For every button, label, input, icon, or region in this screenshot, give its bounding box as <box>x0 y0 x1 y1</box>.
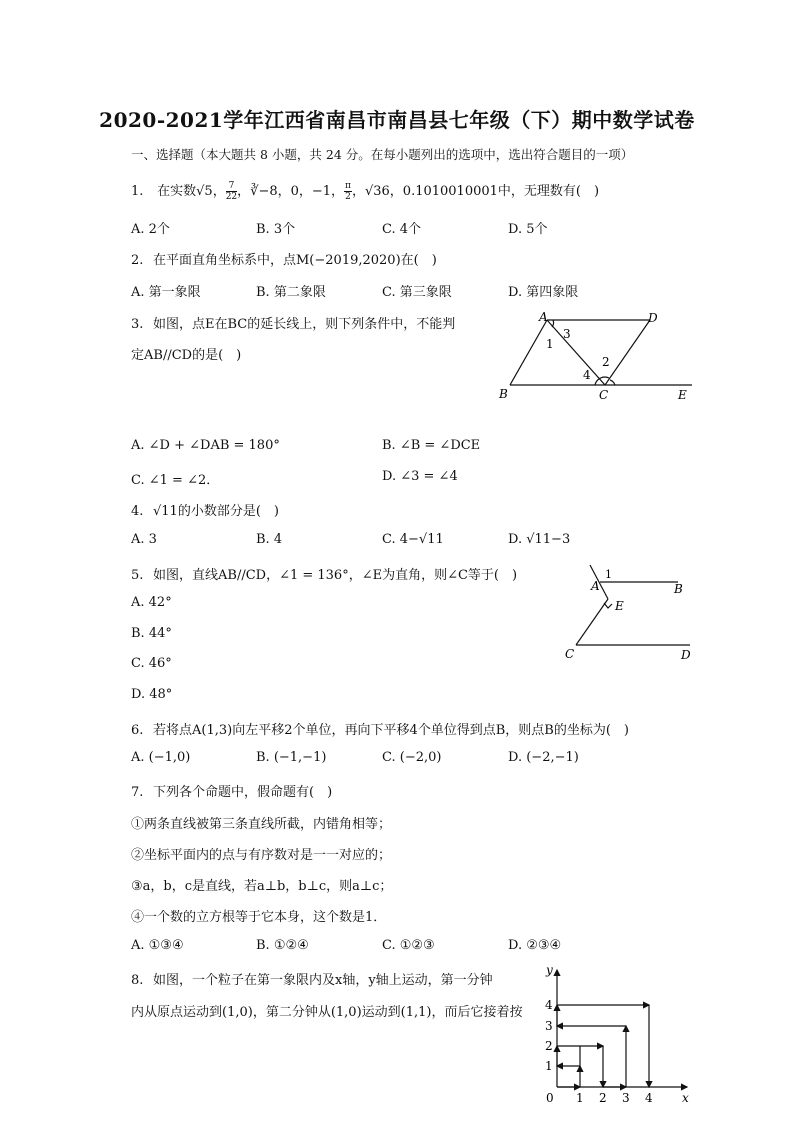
question-8-line1: 8. 如图，一个粒子在第一象限内及x轴，y轴上运动，第一分钟 <box>131 973 493 988</box>
label-D: D <box>681 648 691 662</box>
q1-option-c[interactable]: C. 4个 <box>382 222 422 237</box>
fraction-pi-2: $\frac{\pi}{2}$ <box>345 181 351 202</box>
q5-parallel-lines-figure <box>560 560 700 665</box>
q7-option-c[interactable]: C. ①②③ <box>382 938 435 953</box>
q7-statement-1: ①两条直线被第三条直线所截，内错角相等； <box>131 817 392 832</box>
q2-option-b[interactable]: B. 第二象限 <box>256 285 326 300</box>
q3-option-c[interactable]: C. ∠1 = ∠2． <box>131 473 220 488</box>
q5-option-c[interactable]: C. 46° <box>131 656 172 671</box>
q1-option-a[interactable]: A. 2个 <box>131 222 170 237</box>
question-4: 4. √11的小数部分是( ) <box>131 504 279 519</box>
y-tick-3: 3 <box>545 1019 553 1033</box>
q1-option-b[interactable]: B. 3个 <box>256 222 296 237</box>
q4-option-c[interactable]: C. 4−√11 <box>382 532 444 547</box>
question-8-line2: 内从原点运动到(1,0)，第二分钟从(1,0)运动到(1,1)，而后它接着按 <box>131 1005 523 1020</box>
q6-option-c[interactable]: C. (−2,0) <box>382 750 442 765</box>
x-tick-2: 2 <box>599 1091 607 1105</box>
label-D: D <box>648 311 658 325</box>
angle-3-label: 3 <box>563 327 571 341</box>
q7-option-d[interactable]: D. ②③④ <box>508 938 562 953</box>
q1-option-d[interactable]: D. 5个 <box>508 222 548 237</box>
fraction-7-22: $\frac{7}{22}$ <box>225 181 238 202</box>
question-6: 6. 若将点A(1,3)向左平移2个单位，再向下平移4个单位得到点B，则点B的坐标为( ) <box>131 723 629 738</box>
q8-particle-path-figure <box>535 962 695 1107</box>
origin-label: 0 <box>546 1091 554 1105</box>
x-axis-label: x <box>682 1091 689 1105</box>
q2-option-a[interactable]: A. 第一象限 <box>131 285 201 300</box>
q6-option-d[interactable]: D. (−2,−1) <box>508 750 579 765</box>
section-heading: 一、选择题（本大题共 8 小题，共 24 分。在每小题列出的选项中，选出符合题目的一项） <box>131 147 634 162</box>
q3-option-b[interactable]: B. ∠B = ∠DCE <box>382 438 481 453</box>
q7-option-b[interactable]: B. ①②④ <box>256 938 309 953</box>
question-2: 2. 在平面直角坐标系中，点M(−2019,2020)在( ) <box>131 253 437 268</box>
y-axis-label: y <box>546 963 553 977</box>
angle-1-label: 1 <box>546 337 554 351</box>
x-tick-3: 3 <box>622 1091 630 1105</box>
q3-option-a[interactable]: A. ∠D + ∠DAB = 180° <box>131 438 280 453</box>
q4-option-d[interactable]: D. √11−3 <box>508 532 571 547</box>
label-C: C <box>599 388 609 402</box>
exam-title: 2020-2021学年江西省南昌市南昌县七年级（下）期中数学试卷 <box>99 108 695 132</box>
q6-option-b[interactable]: B. (−1,−1) <box>256 750 327 765</box>
q2-option-d[interactable]: D. 第四象限 <box>508 285 579 300</box>
angle-4-label: 4 <box>583 368 591 382</box>
angle-2-label: 2 <box>602 355 610 369</box>
q3-parallelogram-figure <box>495 308 700 403</box>
y-tick-2: 2 <box>545 1039 553 1053</box>
q5-option-d[interactable]: D. 48° <box>131 687 173 702</box>
q4-option-a[interactable]: A. 3 <box>131 532 157 547</box>
question-7: 7. 下列各个命题中，假命题有( ) <box>131 785 333 800</box>
q5-option-b[interactable]: B. 44° <box>131 626 172 641</box>
q7-statement-4: ④一个数的立方根等于它本身，这个数是1． <box>131 910 387 925</box>
y-tick-1: 1 <box>545 1059 553 1073</box>
label-E: E <box>678 388 687 402</box>
label-B: B <box>674 582 683 596</box>
q7-option-a[interactable]: A. ①③④ <box>131 938 184 953</box>
question-5: 5. 如图，直线AB//CD，∠1 = 136°，∠E为直角，则∠C等于( ) <box>131 568 518 583</box>
q6-option-a[interactable]: A. (−1,0) <box>131 750 191 765</box>
label-E: E <box>615 599 624 613</box>
x-tick-1: 1 <box>576 1091 584 1105</box>
y-tick-4: 4 <box>545 998 553 1012</box>
question-3-line1: 3. 如图，点E在BC的延长线上，则下列条件中，不能判 <box>131 317 456 332</box>
question-3-line2: 定AB//CD的是( ) <box>131 348 242 363</box>
q2-option-c[interactable]: C. 第三象限 <box>382 285 452 300</box>
label-B: B <box>499 387 508 401</box>
label-A: A <box>591 579 600 593</box>
question-1: 1. 在实数√5， $\frac{7}{22}$ ，∛−8，0，−1， $\frac{\pi}{2}$ ，√36，0.1010010001中，无理数有( ) <box>131 181 600 202</box>
q7-statement-3: ③a，b，c是直线，若a⊥b，b⊥c，则a⊥c； <box>131 879 393 894</box>
q3-option-d[interactable]: D. ∠3 = ∠4 <box>382 469 458 484</box>
label-C: C <box>565 647 575 661</box>
x-tick-4: 4 <box>645 1091 653 1105</box>
q5-option-a[interactable]: A. 42° <box>131 595 172 610</box>
q7-statement-2: ②坐标平面内的点与有序数对是一一对应的； <box>131 848 392 863</box>
angle-1-label: 1 <box>605 568 612 581</box>
q4-option-b[interactable]: B. 4 <box>256 532 283 547</box>
label-A: A <box>539 310 548 324</box>
